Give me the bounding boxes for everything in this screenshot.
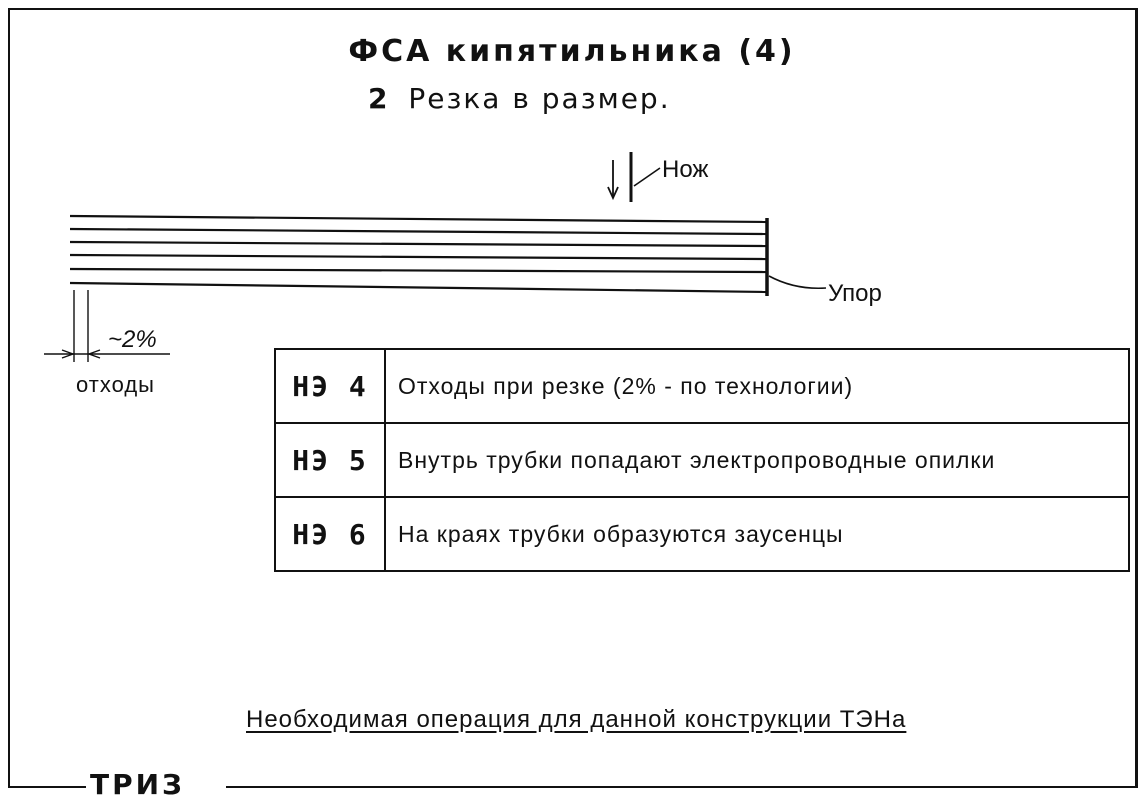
effect-code: НЭ 6	[275, 497, 385, 571]
stop-label: Упор	[828, 280, 882, 307]
operation-number: 2	[368, 82, 390, 115]
tube-line-5	[70, 269, 768, 272]
waste-percent-label: ~2%	[108, 326, 157, 353]
bottom-border-right	[226, 786, 1138, 788]
tube-line-6	[70, 283, 768, 292]
tube-line-1	[70, 216, 768, 222]
knife-label: Нож	[662, 156, 709, 183]
operation-name: Резка в размер.	[408, 82, 671, 115]
table-row	[275, 497, 1129, 571]
footer-note: Необходимая операция для данной конструкции ТЭНа	[246, 706, 907, 733]
effect-code: НЭ 5	[275, 423, 385, 497]
undesired-effects-table	[274, 348, 1130, 572]
table-row	[275, 423, 1129, 497]
tube-line-4	[70, 255, 768, 259]
tube-line-3	[70, 242, 768, 246]
effect-code: НЭ 4	[275, 349, 385, 423]
stop-leader-line	[769, 276, 826, 288]
sheet-title: ФСА кипятильника (4)	[348, 34, 796, 69]
waste-label: отходы	[76, 372, 155, 397]
effect-description: Внутрь трубки попадают электропроводные опилки	[385, 423, 1129, 497]
triz-brand: ТРИЗ	[86, 770, 189, 800]
tube-line-2	[70, 229, 768, 234]
table-row	[275, 349, 1129, 423]
bottom-border-left	[8, 786, 88, 788]
effect-description: На краях трубки образуются заусенцы	[385, 497, 1129, 571]
effect-description: Отходы при резке (2% - по технологии)	[385, 349, 1129, 423]
knife-leader-line	[634, 168, 660, 186]
